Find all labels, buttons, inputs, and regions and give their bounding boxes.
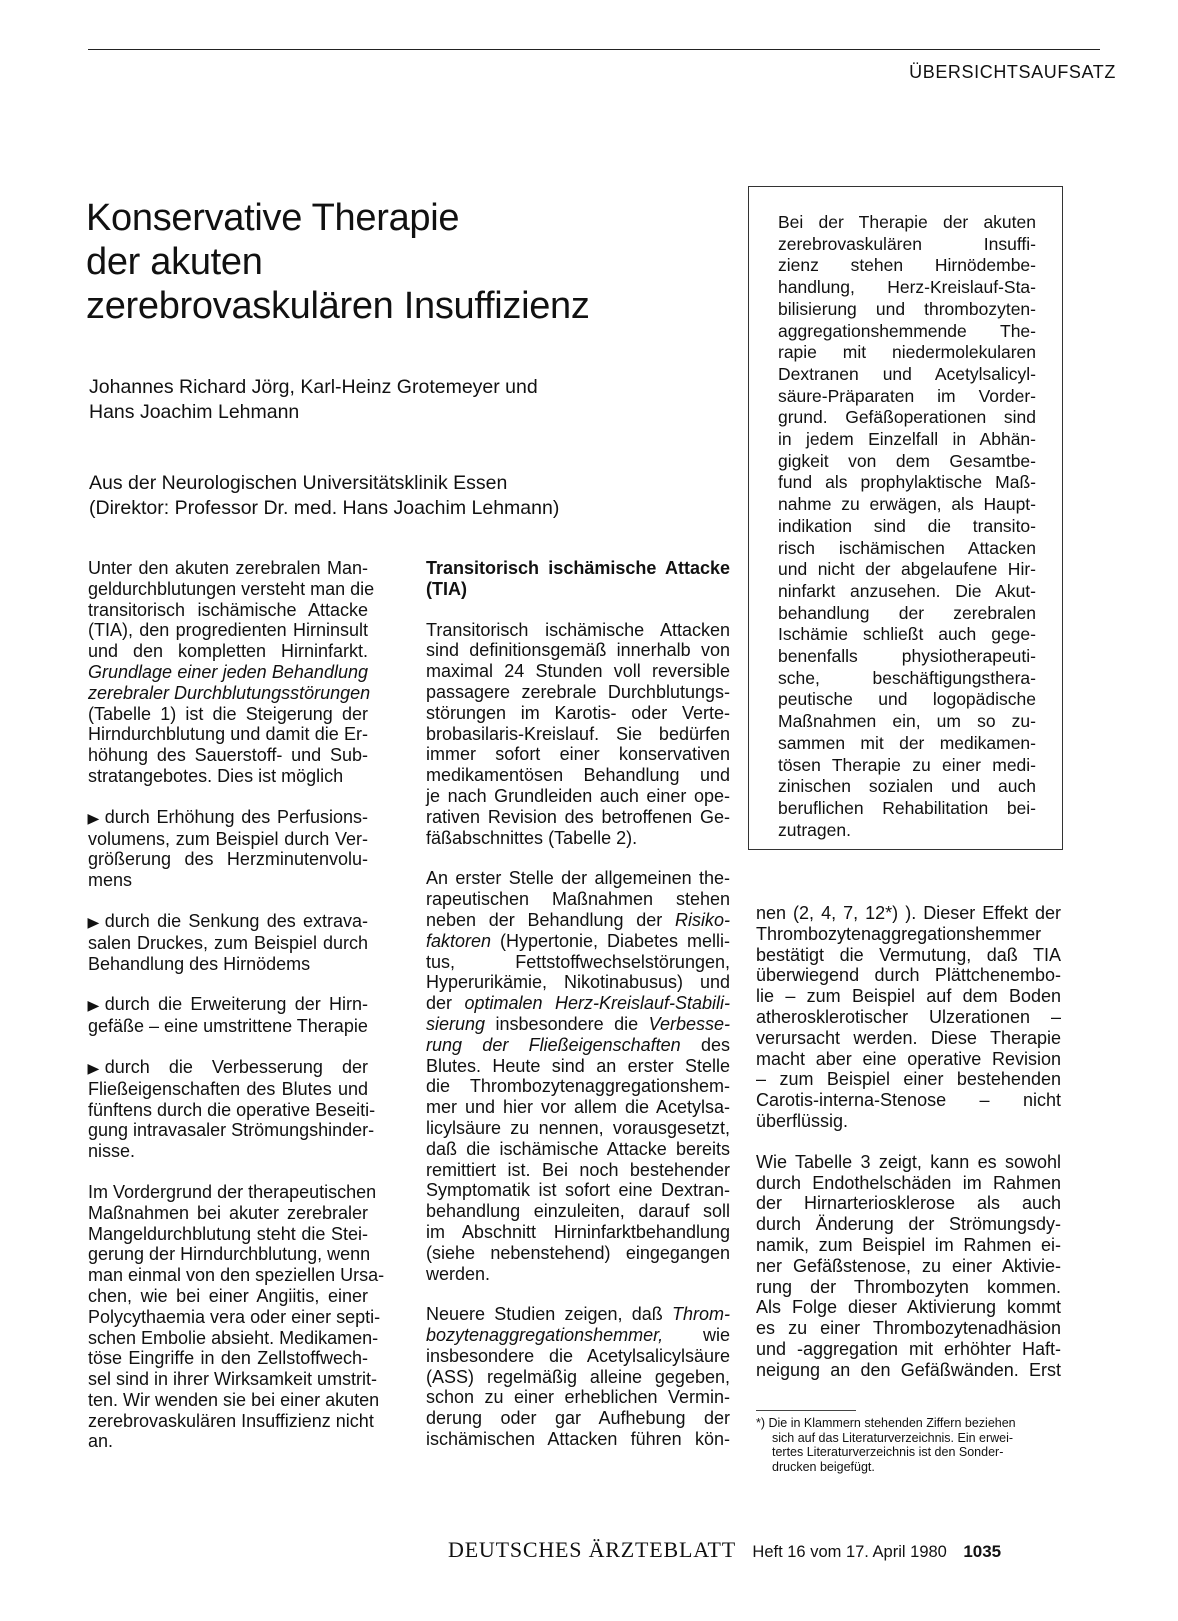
affiliation-line: (Direktor: Professor Dr. med. Hans Joachim Lehmann) <box>89 497 560 519</box>
bullet-item <box>88 807 368 891</box>
text-line: Mangeldurchblutung steht die Stei- <box>88 1223 368 1244</box>
text-line: behandlung einzuleiten, darauf soll <box>426 1201 730 1222</box>
text-line: durch Endothelschäden im Rahmen <box>756 1172 1061 1193</box>
text-line: Transitorisch ischämische Attacken <box>426 619 730 640</box>
text-line: Hyperurikämie, Nikotinabusus) und <box>426 972 730 993</box>
section-label: ÜBERSICHTSAUFSATZ <box>909 62 1116 82</box>
body-paragraph <box>88 1181 385 1452</box>
text-line: Bei der Therapie der akuten <box>778 212 1036 232</box>
text-line: und -aggregation mit erhöhter Haft- <box>756 1338 1061 1359</box>
footnote-line: *) Die in Klammern stehenden Ziffern beziehen <box>756 1416 1016 1430</box>
text-line: höhung des Sauerstoff- und Sub- <box>88 745 368 766</box>
authors-line: Hans Joachim Lehmann <box>89 401 300 423</box>
text-line: geldurchblutungen versteht man die <box>88 578 375 599</box>
body-paragraph <box>426 620 730 849</box>
text-line: (ASS) regelmäßig alleine gegeben, <box>426 1366 730 1387</box>
text-line: rung der Thrombozyten kommen. <box>756 1276 1061 1297</box>
text-line: indikation sind die transito- <box>778 515 1036 536</box>
text-line: mer und hier vor allem die Acetylsa- <box>426 1097 730 1118</box>
text-line: peutische und logopädische <box>778 689 1036 710</box>
text-line: insbesondere die Acetylsalicylsäure <box>426 1345 730 1366</box>
body-paragraph <box>426 1304 730 1450</box>
text-line: töse Eingriffe in den Zellstoffwech- <box>88 1348 368 1369</box>
text-line: passagere zerebrale Durchblutungs- <box>426 681 730 702</box>
text-line: an. <box>88 1431 114 1452</box>
text-line: medikamentösen Behandlung und <box>426 765 730 786</box>
footnote-line: sich auf das Literaturverzeichnis. Ein erwei- <box>772 1430 1014 1445</box>
text-line: neigung an den Gefäßwänden. Erst <box>756 1359 1061 1380</box>
text-line: handlung, Herz-Kreislauf-Sta- <box>778 277 1036 298</box>
abstract-text <box>778 212 1036 841</box>
text-line: ten. Wir wenden sie bei einer akuten <box>88 1389 380 1410</box>
text-line: ▶ durch die Verbesserung der <box>87 1056 368 1077</box>
text-line: daß die ischämische Attacke bereits <box>426 1138 730 1159</box>
column-2 <box>426 558 730 1450</box>
text-line: tösen Therapie zu einer medi- <box>778 754 1036 775</box>
article-title <box>86 196 726 328</box>
text-line: benenfalls physiotherapeuti- <box>778 646 1036 667</box>
text-line: Symptomatik ist sofort eine Dextran- <box>426 1180 730 1201</box>
text-line: stratangebotes. Dies ist möglich <box>88 765 344 786</box>
text-line: risch ischämischen Attacken <box>778 537 1036 558</box>
text-line: – zum Beispiel einer bestehenden <box>756 1069 1061 1090</box>
text-line: bilisierung und thrombozyten- <box>778 298 1036 319</box>
text-line: zutragen. <box>778 819 851 840</box>
text-line: neben der Behandlung der Risiko- <box>426 909 730 930</box>
page-footer <box>448 1537 1001 1563</box>
text-line: man einmal von den speziellen Ursa- <box>88 1265 385 1286</box>
text-line: die Thrombozytenaggregationshem- <box>426 1076 730 1097</box>
affiliation <box>89 471 559 521</box>
bullet-triangle-icon: ▶ <box>87 997 100 1014</box>
text-line: gefäße – eine umstrittene Therapie <box>88 1016 368 1037</box>
text-line: zerebrovaskulären Insuffi- <box>778 233 1036 254</box>
text-line: zinischen sozialen und auch <box>778 776 1036 797</box>
text-line: Maßnahmen ein, um so zu- <box>778 711 1036 732</box>
text-line: rung der Fließeigenschaften des <box>426 1034 730 1055</box>
text-line: beruflichen Rehabilitation bei- <box>778 797 1036 818</box>
text-line: faktoren (Hypertonie, Diabetes melli- <box>426 930 730 951</box>
section-heading <box>426 558 730 600</box>
text-line: behandlung der zerebralen <box>778 602 1036 623</box>
text-line: tus, Fettstoffwechselstörungen, <box>426 951 730 972</box>
bullet-item <box>88 994 368 1037</box>
text-line: gerung der Hirndurchblutung, wenn <box>88 1244 371 1265</box>
text-line: Thrombozytenaggregationshemmer <box>756 923 1042 944</box>
text-line: nisse. <box>88 1141 136 1162</box>
text-line: Unter den akuten zerebralen Man- <box>88 558 368 578</box>
text-line: licylsäure zu nennen, vorausgesetzt, <box>426 1117 730 1138</box>
text-line: der Hirnarteriosklerose als auch <box>756 1193 1061 1214</box>
text-line: gung intravasaler Strömungshinder- <box>88 1120 375 1141</box>
text-line: mens <box>88 870 133 891</box>
title-line: der akuten <box>86 241 263 283</box>
text-line: größerung des Herzminutenvolu- <box>88 849 368 870</box>
text-line: Maßnahmen bei akuter zerebraler <box>88 1202 368 1223</box>
text-line: namik, zum Beispiel im Rahmen ei- <box>756 1234 1061 1255</box>
bullet-item <box>87 1056 376 1162</box>
bullet-triangle-icon: ▶ <box>87 913 100 930</box>
text-line: transitorisch ischämische Attacke <box>88 599 368 620</box>
text-line: Im Vordergrund der therapeutischen <box>88 1181 377 1202</box>
text-line: säure-Präparaten im Vorder- <box>778 385 1036 406</box>
text-line: Als Folge dieser Aktivierung kommt <box>756 1297 1061 1318</box>
footnote-rule <box>756 1410 856 1411</box>
footnote <box>756 1416 1061 1474</box>
text-line: volumens, zum Beispiel durch Ver- <box>88 828 368 849</box>
text-line: Ischämie schließt auch gege- <box>778 624 1036 645</box>
text-line: Neuere Studien zeigen, daß Throm- <box>426 1304 730 1325</box>
text-line: Wie Tabelle 3 zeigt, kann es sowohl <box>756 1151 1061 1172</box>
text-line: Fließeigenschaften des Blutes und <box>88 1078 368 1099</box>
top-rule <box>88 49 1100 50</box>
text-line: Hirndurchblutung und damit die Er- <box>88 724 368 745</box>
title-line: Konservative Therapie <box>86 197 460 239</box>
text-line: ▶ durch die Senkung des extrava- <box>87 910 368 931</box>
text-line: chen, wie bei einer Angiitis, einer <box>88 1285 368 1306</box>
text-line: remittiert ist. Bei noch bestehender <box>426 1159 730 1180</box>
text-line: Polycythaemia vera oder einer septi- <box>88 1306 381 1327</box>
column-1 <box>87 558 385 1452</box>
text-line: rapeutischen Maßnahmen stehen <box>426 889 730 910</box>
text-line: (TIA) <box>426 578 467 599</box>
text-line: brobasilaris-Kreislauf. Sie bedürfen <box>426 723 730 744</box>
text-line: zerebrovaskulären Insuffizienz nicht <box>88 1410 374 1431</box>
text-line: immer sofort einer konservativen <box>426 744 730 765</box>
text-line: ischämischen Attacken führen kön- <box>426 1429 730 1450</box>
journal-name: DEUTSCHES ÄRZTEBLATT <box>448 1537 736 1562</box>
authors <box>89 375 538 425</box>
text-line: gigkeit von dem Gesamtbe- <box>778 450 1036 471</box>
page-number: 1035 <box>963 1542 1002 1561</box>
text-line: (siehe nebenstehend) eingegangen <box>426 1242 730 1263</box>
text-line: grund. Gefäßoperationen sind <box>778 407 1036 428</box>
text-line: (TIA), den progredienten Hirninsult <box>88 620 368 641</box>
text-line: werden. <box>426 1263 491 1284</box>
text-line: je nach Grundleiden auch einer ope- <box>426 785 730 806</box>
body-paragraph <box>756 903 1061 1132</box>
text-line: aggregationshemmende The- <box>778 320 1036 341</box>
text-line: Grundlage einer jeden Behandlung <box>88 661 368 682</box>
text-line: in jedem Einzelfall in Abhän- <box>778 429 1036 450</box>
text-line: nahme zu erwägen, als Haupt- <box>778 494 1036 515</box>
text-line: und den kompletten Hirninfarkt. <box>88 641 368 662</box>
text-line: rativen Revision des betroffenen Ge- <box>426 806 730 827</box>
text-line: überflüssig. <box>756 1110 849 1131</box>
bullet-triangle-icon: ▶ <box>87 809 100 826</box>
bullet-item <box>88 911 368 974</box>
text-line: sche, beschäftigungsthera- <box>778 667 1036 688</box>
body-paragraph <box>426 868 730 1284</box>
title-line: zerebrovaskulären Insuffizienz <box>86 285 590 327</box>
text-line: sierung insbesondere die Verbesse- <box>426 1013 730 1034</box>
text-line: störungen im Karotis- oder Verte- <box>426 702 730 723</box>
text-line: ninfarkt anzusehen. Die Akut- <box>778 580 1036 601</box>
text-line: fäßabschnittes (Tabelle 2). <box>426 827 638 848</box>
body-paragraph <box>756 1152 1061 1381</box>
column-3 <box>756 903 1061 1381</box>
text-line: fünftens durch die operative Beseiti- <box>88 1099 376 1120</box>
bullet-triangle-icon: ▶ <box>87 1059 100 1076</box>
authors-line: Johannes Richard Jörg, Karl-Heinz Grotemeyer und <box>89 376 538 398</box>
text-line: ▶ durch Erhöhung des Perfusions- <box>87 806 368 827</box>
text-line: macht aber eine operative Revision <box>756 1048 1061 1069</box>
text-line: atherosklerotischer Ulzerationen – <box>756 1006 1061 1027</box>
text-line: lie – zum Beispiel auf dem Boden <box>756 986 1061 1007</box>
text-line: Behandlung des Hirnödems <box>88 953 311 974</box>
text-line: salen Druckes, zum Beispiel durch <box>88 932 368 953</box>
text-line: nen (2, 4, 7, 12*) ). Dieser Effekt der <box>756 903 1061 923</box>
text-line: An erster Stelle der allgemeinen the- <box>426 868 730 889</box>
text-line: der optimalen Herz-Kreislauf-Stabili- <box>426 993 730 1014</box>
text-line: bestätigt die Vermutung, daß TIA <box>756 944 1061 965</box>
text-line: zerebraler Durchblutungsstörungen <box>88 682 371 703</box>
text-line: schen Embolie absieht. Medikamen- <box>88 1327 379 1348</box>
footnote-line: tertes Literaturverzeichnis ist den Sonder- <box>772 1445 1004 1459</box>
issue-info: Heft 16 vom 17. April 1980 <box>752 1543 947 1561</box>
text-line: fund als prophylaktische Maß- <box>778 472 1036 493</box>
text-line: derung oder gar Aufhebung der <box>426 1408 730 1429</box>
text-line: und nicht der abgelaufene Hir- <box>778 559 1036 580</box>
text-line: ner Gefäßstenose, zu einer Aktivie- <box>756 1255 1061 1276</box>
affiliation-line: Aus der Neurologischen Universitätsklinik Essen <box>89 472 508 494</box>
text-line: im Abschnitt Hirninfarktbehandlung <box>426 1221 730 1242</box>
intro-paragraph <box>88 558 375 787</box>
text-line: überwiegend durch Plättchenembo- <box>756 965 1061 986</box>
text-line: ▶ durch die Erweiterung der Hirn- <box>87 994 368 1015</box>
text-line: sind definitionsgemäß innerhalb von <box>426 640 730 661</box>
text-line: Blutes. Heute sind an erster Stelle <box>426 1055 730 1076</box>
footnote-line: drucken beigefügt. <box>772 1459 875 1474</box>
text-line: maximal 24 Stunden voll reversible <box>426 661 730 682</box>
text-line: durch Änderung der Strömungsdy- <box>756 1214 1061 1235</box>
text-line: schon zu einer erheblichen Vermin- <box>426 1387 730 1408</box>
text-line: zienz stehen Hirnödembe- <box>778 255 1036 276</box>
text-line: bozytenaggregationshemmer, wie <box>426 1325 730 1346</box>
text-line: sammen mit der medikamen- <box>778 732 1036 753</box>
text-line: Carotis-interna-Stenose – nicht <box>756 1090 1061 1111</box>
text-line: Dextranen und Acetylsalicyl- <box>778 363 1036 384</box>
text-line: Transitorisch ischämische Attacke <box>426 558 730 578</box>
text-line: (Tabelle 1) ist die Steigerung der <box>88 703 368 724</box>
text-line: verursacht werden. Diese Therapie <box>756 1027 1061 1048</box>
text-line: es zu einer Thrombozytenadhäsion <box>756 1318 1061 1339</box>
text-line: rapie mit niedermolekularen <box>778 342 1036 363</box>
text-line: sel sind in ihrer Wirksamkeit umstrit- <box>88 1369 378 1390</box>
